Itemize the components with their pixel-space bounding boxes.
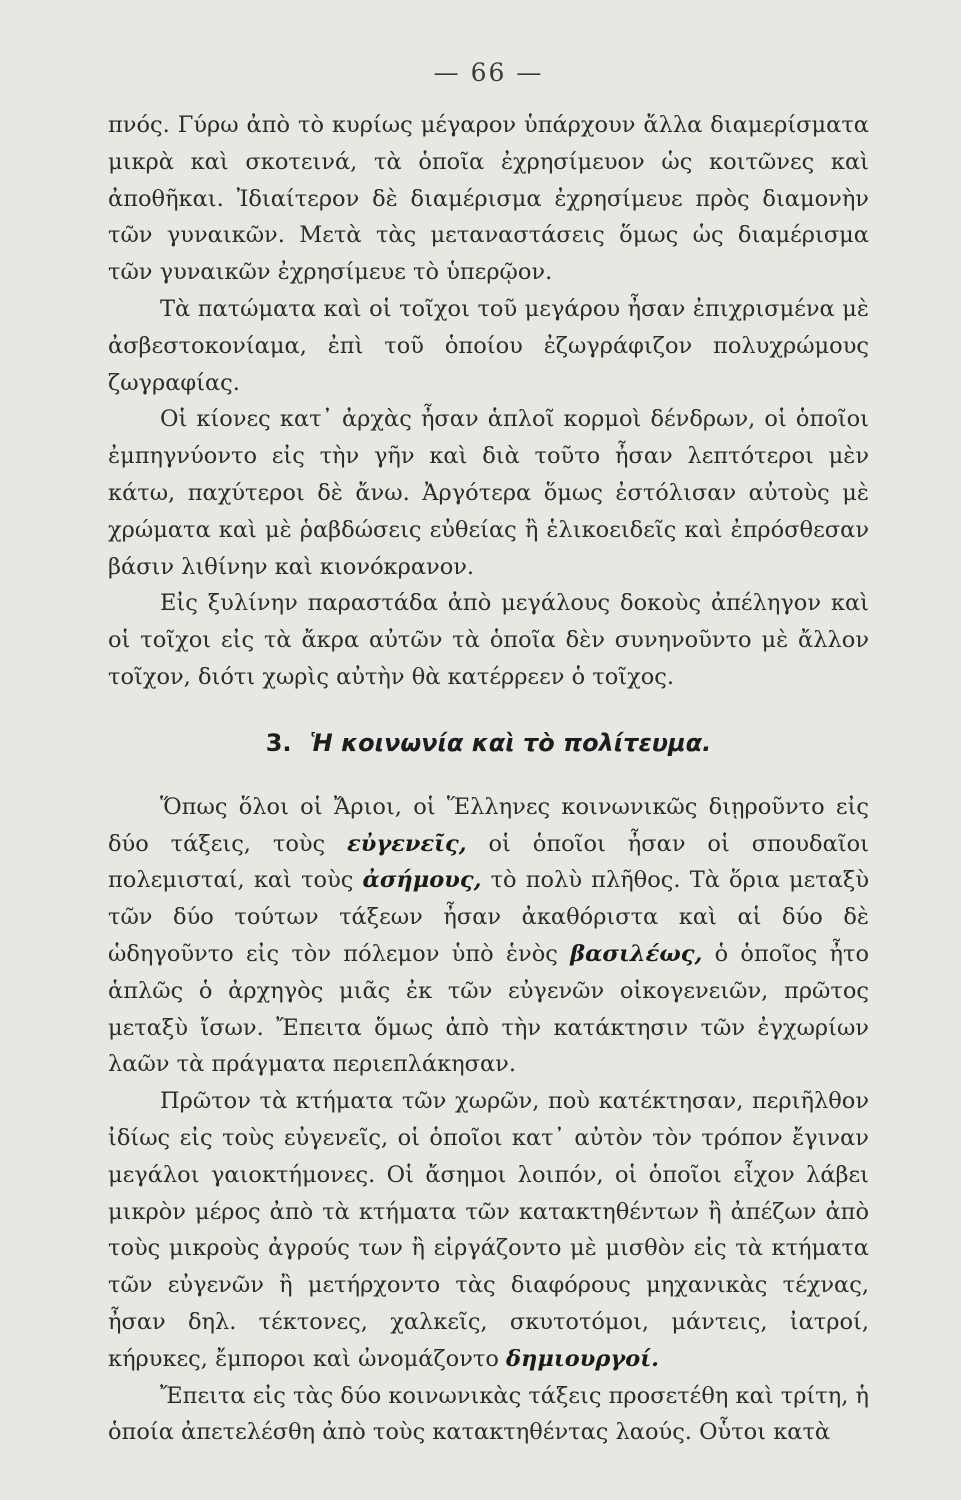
paragraph-5-text-2: οἱ ὁποῖοι ἦσαν οἱ σπουδαῖοι πολεμισταί, καὶ τοὺς — [108, 830, 869, 894]
paragraph-2: Τὰ πατώματα καὶ οἱ τοῖχοι τοῦ μεγάρου ἦσαν ἐπιχρισμένα μὲ ἀσβεστοκονίαμα, ἐπὶ τοῦ ὁποίου ἐζωγράφιζον πολυχρώμους ζωγραφίας. — [108, 295, 869, 396]
emphasis-asimous: ἀσήμους, — [362, 867, 482, 894]
paragraph-6 — [108, 1083, 869, 1377]
page-number: — 66 — — [433, 58, 544, 87]
paragraph-1: πνός. Γύρω ἀπὸ τὸ κυρίως μέγαρον ὑπάρχουν ἄλλα διαμερίσματα μικρὰ καὶ σκοτεινά, τὰ ὁποῖα ἐχρησίμευον ὡς κοιτῶνες καὶ ἀποθῆκαι. Ἰδιαίτερον δὲ διαμέρισμα ἐχρησίμευε πρὸς διαμονὴν τῶν γυναικῶν. Μετὰ τὰς μεταναστάσεις ὅμως ὡς διαμέρισμα τῶν γυναικῶν ἐχρησίμευε τὸ ὑπερῷον. — [108, 112, 869, 286]
paragraph-5-text-4: ὁ ὁποῖος ἦτο ἁπλῶς ὁ ἀρχηγὸς μιᾶς ἐκ τῶν εὐγενῶν οἰκογενειῶν, πρῶτος μεταξὺ ἴσων. Ἔπειτα ὅμως ἀπὸ τὴν κατάκτησιν τῶν ἐγχωρίων λαῶν τὰ πράγματα περιεπλάκησαν. — [108, 940, 869, 1078]
paragraph-5 — [108, 789, 869, 1083]
emphasis-dimiourgoi: δημιουργοί. — [506, 1345, 659, 1372]
section-title: Ἡ κοινωνία καὶ τὸ πολίτευμα. — [309, 728, 712, 757]
emphasis-vasileos: βασιλέως, — [570, 940, 703, 967]
paragraph-4: Εἰς ξυλίνην παραστάδα ἀπὸ μεγάλους δοκοὺς ἀπέληγον καὶ οἱ τοῖχοι εἰς τὰ ἄκρα αὐτῶν τὰ ὁποῖα δὲν συνηνοῦντο μὲ ἄλλον τοῖχον, διότι χωρὶς αὐτὴν θὰ κατέρρεεν ὁ τοῖχος. — [108, 590, 869, 690]
paragraph-5-text-1: Ὅπως ὅλοι οἱ Ἄριοι, οἱ Ἕλληνες κοινωνικῶς διῃροῦντο εἰς δύο τάξεις, τοὺς — [108, 793, 869, 857]
section-number: 3. — [265, 728, 292, 757]
paragraph-6-text-1: Πρῶτον τὰ κτήματα τῶν χωρῶν, ποὺ κατέκτησαν, περιῆλθον ἰδίως εἰς τοὺς εὐγενεῖς, οἱ ὁποῖοι κατ᾽ αὐτὸν τὸν τρόπον ἔγιναν μεγάλοι γαιοκτήμονες. Οἱ ἄσημοι λοιπόν, οἱ ὁποῖοι εἶχον λάβει μικρὸν μέρος ἀπὸ τὰ κτήματα τῶν κατακτηθέντων ἢ ἀπέζων ἀπὸ τοὺς μικροὺς ἀγρούς των ἢ εἰργάζοντο μὲ μισθὸν εἰς τὰ κτήματα τῶν εὐγενῶν ἢ μετήρχοντο τὰς διαφόρους μηχανικὰς τέχνας, ἦσαν δηλ. τέκτονες, χαλκεῖς, σκυτοτόμοι, μάντεις, ἰατροί, κήρυκες, ἔμποροι καὶ ὠνομάζοντο — [108, 1088, 869, 1372]
paragraph-3: Οἱ κίονες κατ᾽ ἀρχὰς ἦσαν ἁπλοῖ κορμοὶ δένδρων, οἱ ὁποῖοι ἐμπηγνύοντο εἰς τὴν γῆν καὶ διὰ τοῦτο ἦσαν λεπτότεροι μὲν κάτω, παχύτεροι δὲ ἄνω. Ἀργότερα ὅμως ἐστόλισαν αὐτοὺς μὲ χρώματα καὶ μὲ ῥαβδώσεις εὐθείας ἢ ἑλικοειδεῖς καὶ ἐπρόσθεσαν βάσιν λιθίνην καὶ κιονόκρανον. — [108, 406, 869, 580]
paragraph-5-text-3: τὸ πολὺ πλῆθος. Τὰ ὅρια μεταξὺ τῶν δύο τούτων τάξεων ἦσαν ἀκαθόριστα καὶ αἱ δύο δὲ ὡδηγοῦντο εἰς τὸν πόλεμον ὑπὸ ἑνὸς — [108, 867, 869, 967]
emphasis-eugeneis: εὐγενεῖς, — [347, 830, 467, 857]
paragraph-7: Ἔπειτα εἰς τὰς δύο κοινωνικὰς τάξεις προσετέθη καὶ τρίτη, ἡ ὁποία ἀπετελέσθη ἀπὸ τοὺς κατακτηθέντας λαούς. Οὗτοι κατὰ — [108, 1382, 869, 1446]
section-heading — [108, 729, 869, 757]
